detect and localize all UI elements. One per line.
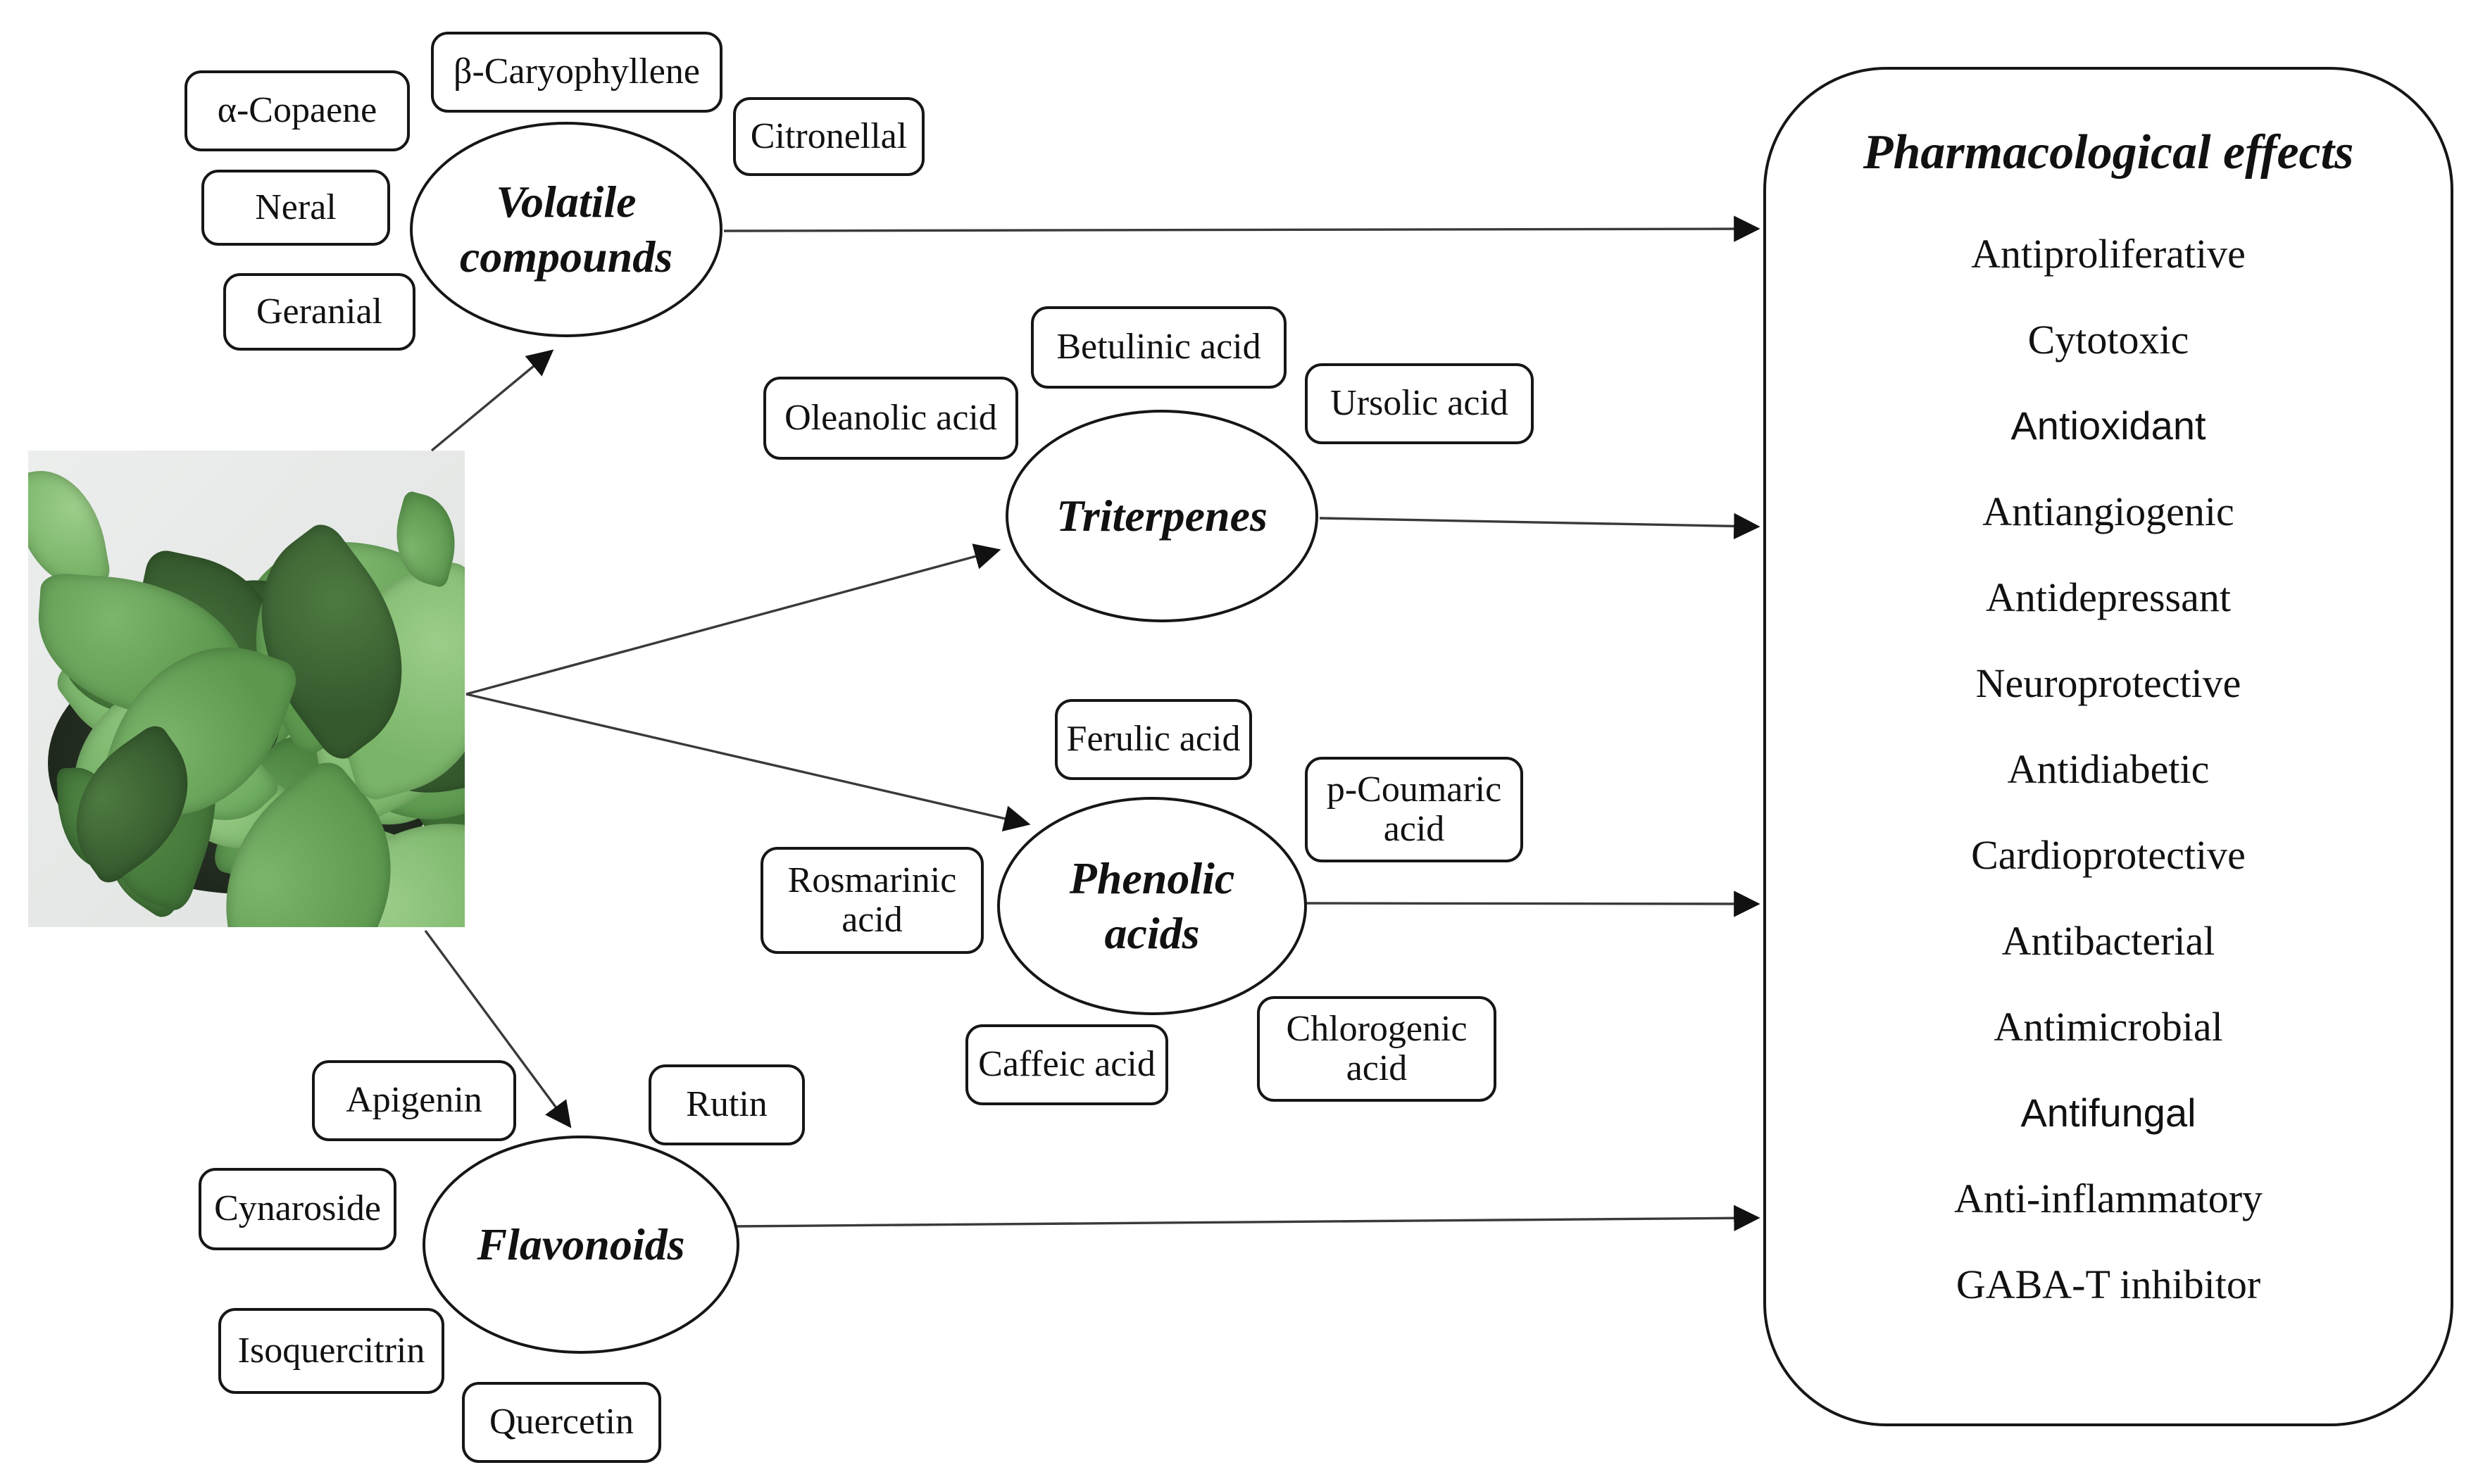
box-apigenin: Apigenin <box>312 1060 516 1141</box>
box-citronellal: Citronellal <box>733 97 925 176</box>
arrow-plant-to-triterpenes <box>466 551 997 694</box>
box-chlorogenic-acid: Chlorogenic acid <box>1257 996 1496 1102</box>
ellipse-label: Phenolic acids <box>1069 853 1235 958</box>
pharmacological-effects-panel <box>1763 67 2453 1426</box>
effect-item: Antiangiogenic <box>1982 488 2234 534</box>
effect-item: Antifungal <box>2020 1090 2196 1135</box>
effects-title: Pharmacological effects <box>1863 125 2354 180</box>
box-ursolic-acid: Ursolic acid <box>1305 363 1534 444</box>
box-p-coumaric-acid: p-Coumaric acid <box>1305 757 1523 862</box>
effect-item: GABA-T inhibitor <box>1956 1261 2261 1307</box>
effect-item: Antioxidant <box>2010 403 2206 448</box>
ellipse-flavonoids <box>423 1136 739 1354</box>
box-geranial: Geranial <box>223 273 415 351</box>
arrow-volatile-to-effects <box>724 229 1756 231</box>
box-betulinic-acid: Betulinic acid <box>1031 306 1287 389</box>
arrow-triterpenes-to-effects <box>1320 518 1756 527</box>
arrow-phenolic-to-effects <box>1304 903 1756 904</box>
effect-item: Antibacterial <box>2001 917 2215 964</box>
arrow-flavonoids-to-effects <box>734 1218 1756 1226</box>
effect-item: Neuroprotective <box>1975 660 2241 706</box>
effect-item: Antidepressant <box>1986 574 2231 620</box>
ellipse-volatile-compounds <box>410 122 722 337</box>
ellipse-label: Volatile compounds <box>459 176 673 282</box>
box-ferulic-acid: Ferulic acid <box>1055 699 1252 780</box>
ellipse-triterpenes <box>1006 410 1318 622</box>
box-alpha-copaene: α-Copaene <box>184 70 410 151</box>
arrow-plant-to-volatile <box>432 352 551 451</box>
effect-item: Cytotoxic <box>2027 316 2189 363</box>
ellipse-label: Flavonoids <box>477 1219 685 1269</box>
effect-item: Antimicrobial <box>1994 1003 2223 1050</box>
effect-item: Cardioprotective <box>1971 831 2246 878</box>
ellipse-phenolic-acids <box>997 797 1307 1015</box>
box-beta-caryophyllene: β-Caryophyllene <box>431 32 722 113</box>
box-isoquercitrin: Isoquercitrin <box>218 1308 444 1394</box>
effect-item: Antiproliferative <box>1971 230 2246 277</box>
box-rosmarinic-acid: Rosmarinic acid <box>761 847 984 954</box>
box-caffeic-acid: Caffeic acid <box>965 1024 1168 1105</box>
box-oleanolic-acid: Oleanolic acid <box>763 377 1018 460</box>
arrow-plant-to-phenolic <box>466 694 1027 824</box>
box-neral: Neral <box>201 170 390 246</box>
box-cynaroside: Cynaroside <box>199 1168 396 1250</box>
effects-list <box>1766 210 2451 1327</box>
box-quercetin: Quercetin <box>462 1382 661 1463</box>
box-rutin: Rutin <box>649 1064 805 1145</box>
effect-item: Anti-inflammatory <box>1953 1175 2263 1221</box>
effect-item: Antidiabetic <box>2007 746 2210 792</box>
ellipse-label: Triterpenes <box>1056 490 1268 541</box>
